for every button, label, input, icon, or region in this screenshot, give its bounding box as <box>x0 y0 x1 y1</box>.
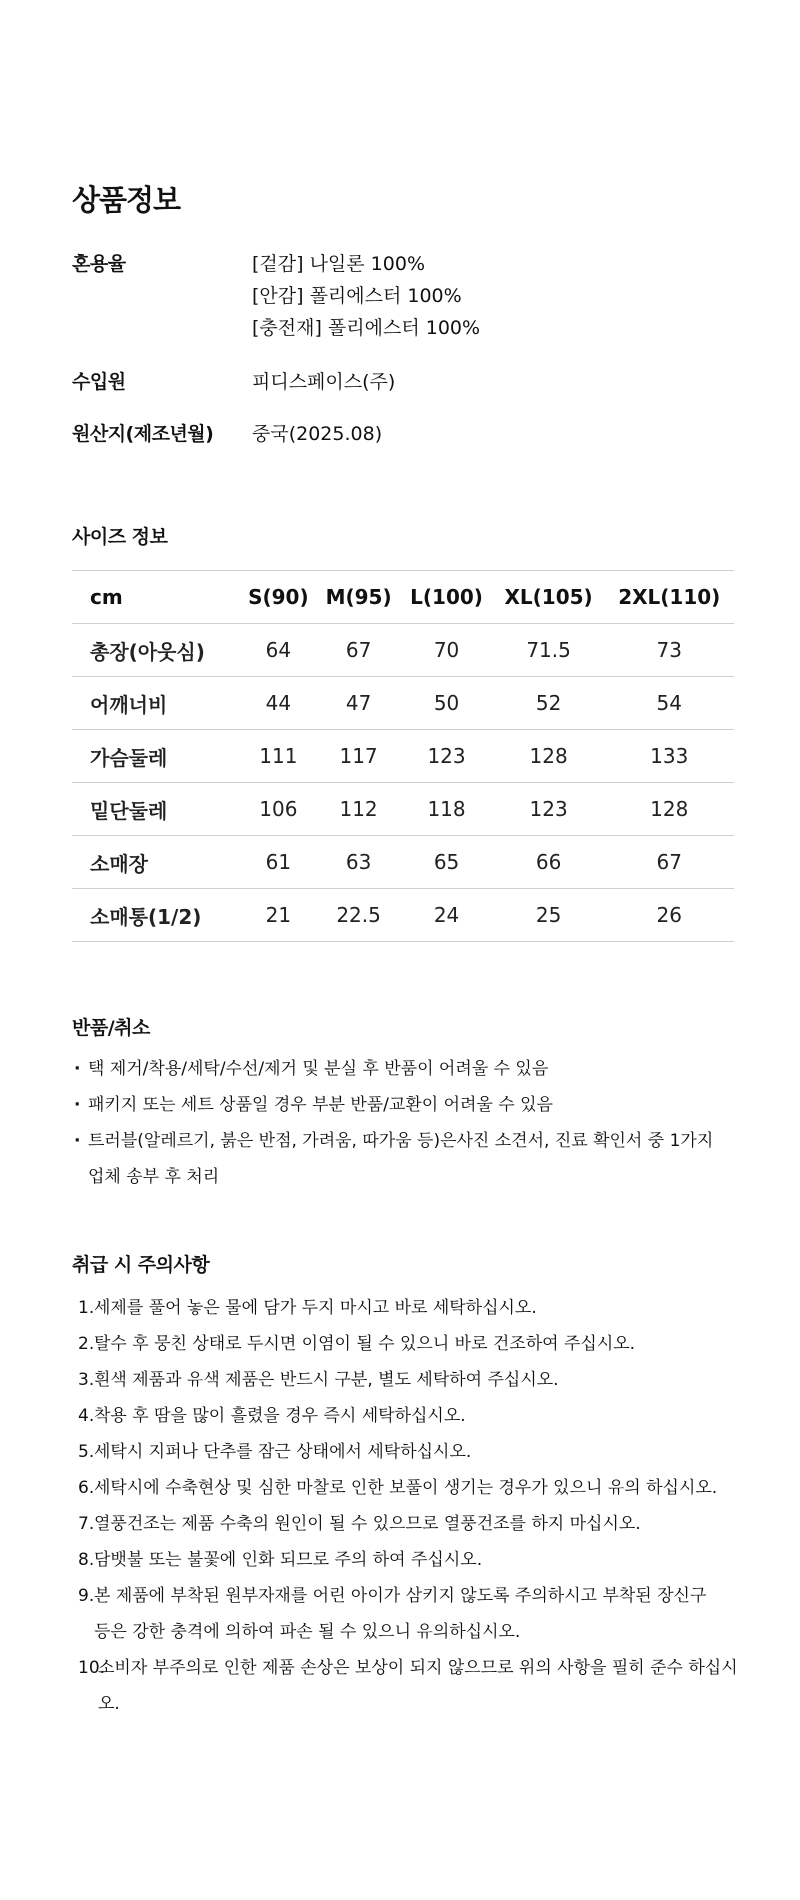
care-item-text: 세탁시에 수축현상 및 심한 마찰로 인한 보풀이 생기는 경우가 있으니 유의 하십시오. <box>94 1478 718 1498</box>
care-item-number: 7. <box>78 1514 95 1534</box>
list-item <box>72 1578 754 1650</box>
table-cell: 22.5 <box>336 903 381 927</box>
importer-label: 수입원 <box>72 371 126 393</box>
origin-value <box>252 418 382 450</box>
care-item-text-cont: 등은 강한 충격에 의하여 파손 될 수 있으니 유의하십시오. <box>94 1622 521 1642</box>
table-cell: 111 <box>259 744 298 768</box>
table-row <box>72 730 734 783</box>
table-cell: 133 <box>650 744 689 768</box>
size-header-2xl: 2XL(110) <box>618 585 721 609</box>
table-row <box>72 836 734 889</box>
returns-item-text: · 트러블(알레르기, 붉은 반점, 가려움, 따가움 등)은사진 소견서, 진료 확인서 중 1가지 <box>88 1131 714 1151</box>
care-item-number: 3. <box>78 1370 95 1390</box>
care-item-text: 탈수 후 뭉친 상태로 두시면 이염이 될 수 있으니 바로 건조하여 주십시오. <box>94 1334 636 1354</box>
list-item <box>72 1542 754 1578</box>
list-item <box>72 1506 754 1542</box>
table-row <box>72 624 734 677</box>
care-item-text: 흰색 제품과 유색 제품은 반드시 구분, 별도 세탁하여 주십시오. <box>94 1370 559 1390</box>
size-header-m: M(95) <box>325 585 392 609</box>
care-item-number: 8. <box>78 1550 95 1570</box>
size-table-header-row <box>72 571 734 624</box>
table-cell: 106 <box>259 797 298 821</box>
care-item-text: 본 제품에 부착된 원부자재를 어린 아이가 삼키지 않도록 주의하시고 부착된 장신구 <box>94 1586 707 1606</box>
table-cell: 117 <box>339 744 378 768</box>
table-cell: 63 <box>345 850 372 874</box>
list-item <box>72 1326 754 1362</box>
returns-item-text: 패키지 또는 세트 상품일 경우 부분 반품/교환이 어려울 수 있음 <box>88 1095 553 1115</box>
row-label: 총장(아웃심) <box>90 639 205 664</box>
care-item-number: 6. <box>78 1478 95 1498</box>
material-label: 혼용율 <box>72 253 126 275</box>
care-item-number: 2. <box>78 1334 95 1354</box>
table-cell: 44 <box>265 691 292 715</box>
table-row <box>72 783 734 836</box>
table-cell: 26 <box>656 903 682 927</box>
list-item <box>72 1650 758 1722</box>
care-item-text: 착용 후 땀을 많이 흘렸을 경우 즉시 세탁하십시오. <box>94 1406 466 1426</box>
row-label: 소매통(1/2) <box>90 904 202 929</box>
table-row <box>72 889 734 942</box>
care-item-text: 열풍건조는 제품 수축의 원인이 될 수 있으므로 열풍건조를 하지 마십시오. <box>94 1514 641 1534</box>
care-item-number: 5. <box>78 1442 95 1462</box>
material-values <box>252 248 480 344</box>
row-label: 밑단둘레 <box>90 798 168 823</box>
row-label: 가슴둘레 <box>90 745 168 770</box>
row-label: 어깨너비 <box>90 692 168 717</box>
table-cell: 65 <box>433 850 460 874</box>
care-item-text: 담뱃불 또는 불꽃에 인화 되므로 주의 하여 주십시오. <box>94 1550 483 1570</box>
list-item <box>72 1123 728 1195</box>
care-item-number: 9. <box>78 1586 95 1606</box>
table-cell: 123 <box>529 797 568 821</box>
size-table <box>72 570 734 942</box>
list-item <box>72 1398 754 1434</box>
size-info-title: 사이즈 정보 <box>72 526 168 548</box>
table-cell: 61 <box>265 850 292 874</box>
care-title: 취급 시 주의사항 <box>72 1254 210 1276</box>
table-cell: 70 <box>433 638 460 662</box>
size-header-s: S(90) <box>248 585 309 609</box>
table-cell: 47 <box>345 691 372 715</box>
table-cell: 25 <box>535 903 562 927</box>
table-cell: 128 <box>650 797 689 821</box>
returns-item-text-cont: 업체 송부 후 처리 <box>88 1167 220 1187</box>
size-header-xl: XL(105) <box>504 585 593 609</box>
table-cell: 52 <box>535 691 562 715</box>
table-cell: 123 <box>427 744 466 768</box>
material-value-filling: [충전재] 폴리에스터 100% <box>252 317 481 339</box>
list-item <box>72 1290 754 1326</box>
table-cell: 21 <box>265 903 292 927</box>
care-item-text: 세탁시 지퍼나 단추를 잠근 상태에서 세탁하십시오. <box>94 1442 472 1462</box>
material-value-outer: [겉감] 나일론 100% <box>252 253 425 275</box>
table-cell: 67 <box>656 850 682 874</box>
table-cell: 24 <box>433 903 460 927</box>
origin-label: 원산지(제조년월) <box>72 423 214 445</box>
returns-title: 반품/취소 <box>72 1017 150 1039</box>
care-item-number: 4. <box>78 1406 95 1426</box>
size-header-unit: cm <box>90 585 123 609</box>
table-cell: 54 <box>656 691 682 715</box>
material-value-lining: [안감] 폴리에스터 100% <box>252 285 462 307</box>
returns-list <box>72 1051 728 1195</box>
list-item <box>72 1434 754 1470</box>
table-cell: 64 <box>265 638 292 662</box>
table-cell: 71.5 <box>526 638 571 662</box>
returns-item-text: 택 제거/착용/세탁/수선/제거 및 분실 후 반품이 어려울 수 있음 <box>88 1059 549 1079</box>
product-info-title: 상품정보 <box>72 183 181 217</box>
table-cell: 66 <box>535 850 562 874</box>
list-item <box>72 1087 728 1123</box>
list-item <box>72 1051 728 1087</box>
care-item-number: 1. <box>78 1298 95 1318</box>
size-header-l: L(100) <box>410 585 483 609</box>
table-cell: 73 <box>656 638 682 662</box>
row-label: 소매장 <box>90 851 148 876</box>
list-item <box>72 1362 754 1398</box>
table-cell: 128 <box>529 744 568 768</box>
table-cell: 118 <box>427 797 466 821</box>
table-cell: 112 <box>339 797 378 821</box>
table-row <box>72 677 734 730</box>
care-item-text: 세제를 풀어 놓은 물에 담가 두지 마시고 바로 세탁하십시오. <box>94 1298 537 1318</box>
origin-value-text: 중국(2025.08) <box>252 423 383 445</box>
care-item-text: 소비자 부주의로 인한 제품 손상은 보상이 되지 않으므로 위의 사항을 필히 준수 하십시오. <box>98 1658 738 1714</box>
care-list <box>72 1290 758 1722</box>
importer-value <box>252 366 395 398</box>
care-item-number: 10. <box>78 1658 106 1678</box>
list-item <box>72 1470 754 1506</box>
importer-value-text: 피디스페이스(주) <box>252 371 396 393</box>
table-cell: 67 <box>345 638 372 662</box>
table-cell: 50 <box>433 691 460 715</box>
